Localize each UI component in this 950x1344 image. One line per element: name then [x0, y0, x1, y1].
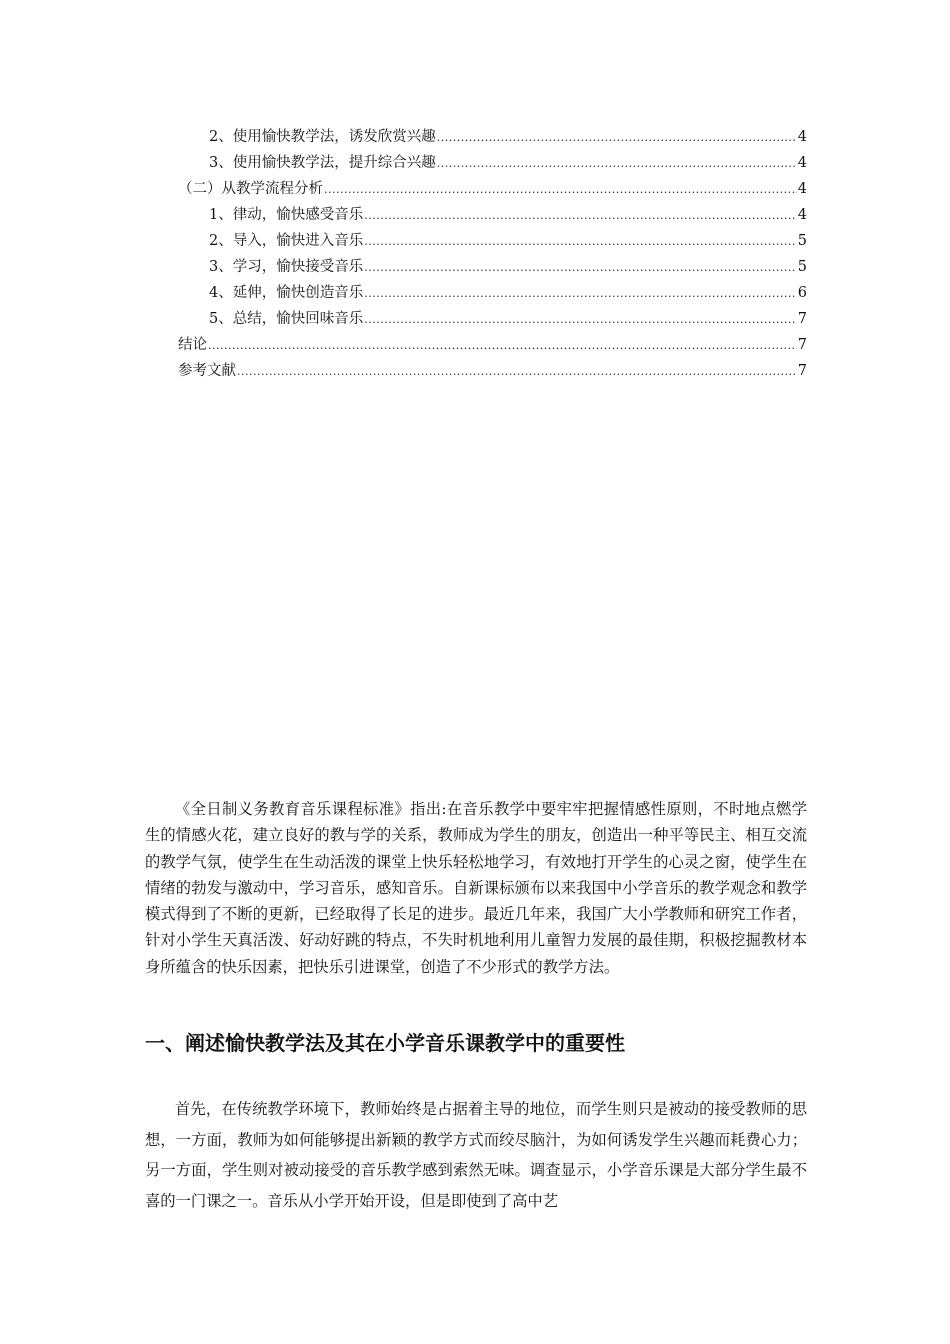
- toc-dot-leader: [364, 281, 797, 307]
- toc-entry-page: 5: [797, 259, 807, 275]
- toc-entry[interactable]: [209, 228, 807, 254]
- toc-entry[interactable]: [209, 202, 807, 228]
- section-paragraph: 首先，在传统教学环境下，教师始终是占据着主导的地位，而学生则只是被动的接受教师的思想，一方面，教师为如何能够提出新颖的教学方式而绞尽脑汁，为如何诱发学生兴趣而耗费心力；另一方面，学生则对被动接受的音乐教学感到索然无味。调查显示，小学音乐课是大部分学生最不喜的一门课之一。音乐从小学开始开设，但是即使到了高中艺: [145, 1100, 807, 1210]
- toc-entry-label: 3、学习，愉快接受音乐: [209, 259, 364, 275]
- toc-dot-leader: [208, 333, 797, 359]
- toc-entry-label: 参考文献: [178, 363, 236, 379]
- toc-entry[interactable]: [209, 254, 807, 280]
- toc-entry-label: 3、使用愉快教学法，提升综合兴趣: [209, 155, 436, 171]
- toc-dot-leader: [437, 125, 797, 151]
- toc-entry-page: 4: [797, 207, 807, 223]
- toc-dot-leader: [364, 229, 797, 255]
- toc-dot-leader: [324, 177, 797, 203]
- toc-entry[interactable]: [178, 332, 807, 358]
- toc-entry-label: 结论: [178, 337, 207, 353]
- toc-entry-page: 4: [797, 155, 807, 171]
- toc-dot-leader: [364, 255, 797, 281]
- toc-entry-label: 2、导入，愉快进入音乐: [209, 233, 364, 249]
- section-heading: 一、阐述愉快教学法及其在小学音乐课教学中的重要性: [145, 1031, 625, 1055]
- toc-entry-page: 7: [797, 337, 807, 353]
- toc-dot-leader: [437, 151, 797, 177]
- toc-entry[interactable]: [209, 124, 807, 150]
- toc-entry[interactable]: [209, 280, 807, 306]
- toc-entry-label: （二）从教学流程分析: [178, 181, 323, 197]
- toc-entry[interactable]: [209, 306, 807, 332]
- toc-entry-page: 4: [797, 181, 807, 197]
- toc-entry-label: 5、总结，愉快回味音乐: [209, 311, 364, 327]
- toc-entry-label: 2、使用愉快教学法，诱发欣赏兴趣: [209, 129, 436, 145]
- toc-entry-label: 4、延伸，愉快创造音乐: [209, 285, 364, 301]
- toc-entry-page: 6: [797, 285, 807, 301]
- toc-entry-page: 7: [797, 311, 807, 327]
- toc-dot-leader: [364, 203, 797, 229]
- toc-dot-leader: [364, 307, 797, 333]
- toc-dot-leader: [237, 359, 797, 385]
- toc-entry[interactable]: [209, 150, 807, 176]
- toc-entry[interactable]: [178, 358, 807, 384]
- toc-entry[interactable]: [178, 176, 807, 202]
- toc-entry-label: 1、律动，愉快感受音乐: [209, 207, 364, 223]
- intro-paragraph: 《全日制义务教育音乐课程标准》指出:在音乐教学中要牢牢把握情感性原则，不时地点燃学生的情感火花，建立良好的教与学的关系，教师成为学生的朋友，创造出一种平等民主、相互交流的教学气氛，使学生在生动活泼的课堂上快乐轻松地学习，有效地打开学生的心灵之窗，使学生在情绪的勃发与激动中，学习音乐，感知音乐。自新课标颁布以来我国中小学音乐的教学观念和教学模式得到了不断的更新，已经取得了长足的进步。最近几年来，我国广大小学教师和研究工作者，针对小学生天真活泼、好动好跳的特点，不失时机地利用儿童智力发展的最佳期，积极挖掘教材本身所蕴含的快乐因素，把快乐引进课堂，创造了不少形式的教学方法。: [145, 800, 807, 976]
- toc-entry-page: 4: [797, 129, 807, 145]
- toc-entry-page: 5: [797, 233, 807, 249]
- toc-entry-page: 7: [797, 363, 807, 379]
